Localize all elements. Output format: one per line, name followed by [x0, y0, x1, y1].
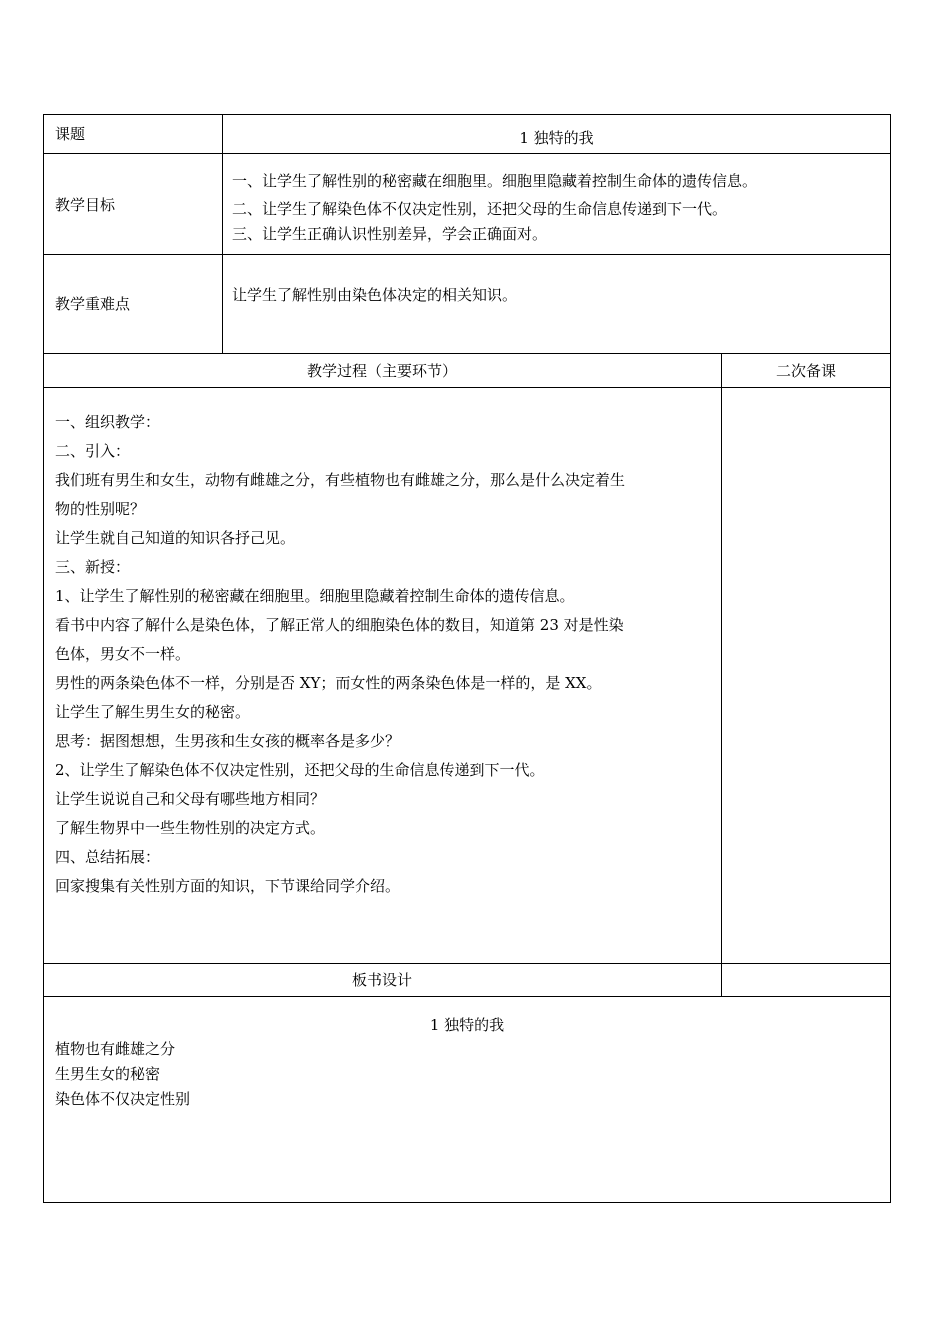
lesson-title-label: 课题 [55, 125, 86, 143]
row-divider [43, 387, 891, 388]
process-line: 色体，男女不一样。 [55, 645, 191, 663]
process-line: 2、让学生了解染色体不仅决定性别，还把父母的生命信息传递到下一代。 [55, 761, 545, 779]
process-line: 物的性别呢？ [55, 500, 146, 518]
process-header: 教学过程（主要环节） [306, 362, 457, 380]
process-line: 看书中内容了解什么是染色体，了解正常人的细胞染色体的数目，知道第 23 对是性染 [55, 616, 624, 634]
row-divider [43, 153, 891, 154]
row-divider [43, 353, 891, 354]
column-divider [721, 353, 722, 997]
objective-item: 一、让学生了解性别的秘密藏在细胞里。细胞里隐藏着控制生命体的遗传信息。 [232, 172, 758, 190]
process-line: 让学生了解生男生女的秘密。 [55, 703, 251, 721]
board-line: 植物也有雌雄之分 [55, 1040, 176, 1058]
second-prep-header: 二次备课 [775, 362, 836, 380]
process-line: 让学生说说自己和父母有哪些地方相同？ [55, 790, 326, 808]
process-line: 了解生物界中一些生物性别的决定方式。 [55, 819, 326, 837]
objective-item: 二、让学生了解染色体不仅决定性别，还把父母的生命信息传递到下一代。 [232, 200, 728, 218]
process-line: 一、组织教学： [55, 413, 161, 431]
objectives-label: 教学目标 [55, 196, 116, 214]
process-line: 思考：据图想想，生男孩和生女孩的概率各是多少？ [55, 732, 401, 750]
process-line: 二、引入： [55, 442, 131, 460]
process-line: 四、总结拓展： [55, 848, 161, 866]
board-header: 板书设计 [351, 971, 412, 989]
process-line: 三、新授： [55, 558, 131, 576]
process-line: 回家搜集有关性别方面的知识，下节课给同学介绍。 [55, 877, 401, 895]
process-line: 我们班有男生和女生，动物有雌雄之分，有些植物也有雌雄之分，那么是什么决定着生 [55, 471, 626, 489]
process-line: 1、让学生了解性别的秘密藏在细胞里。细胞里隐藏着控制生命体的遗传信息。 [55, 587, 575, 605]
board-line: 生男生女的秘密 [55, 1065, 161, 1083]
row-divider [43, 996, 891, 997]
process-line: 让学生就自己知道的知识各抒己见。 [55, 529, 296, 547]
process-line: 男性的两条染色体不一样，分别是否 XY；而女性的两条染色体是一样的，是 XX。 [55, 674, 602, 692]
objective-item: 三、让学生正确认识性别差异，学会正确面对。 [232, 225, 548, 243]
board-title: 1 独特的我 [429, 1016, 505, 1034]
row-divider [43, 963, 891, 964]
key-points-text: 让学生了解性别由染色体决定的相关知识。 [232, 286, 518, 304]
lesson-title: 1 独特的我 [519, 129, 594, 147]
key-points-label: 教学重难点 [55, 295, 131, 313]
board-line: 染色体不仅决定性别 [55, 1090, 191, 1108]
column-divider [222, 114, 223, 354]
row-divider [43, 254, 891, 255]
